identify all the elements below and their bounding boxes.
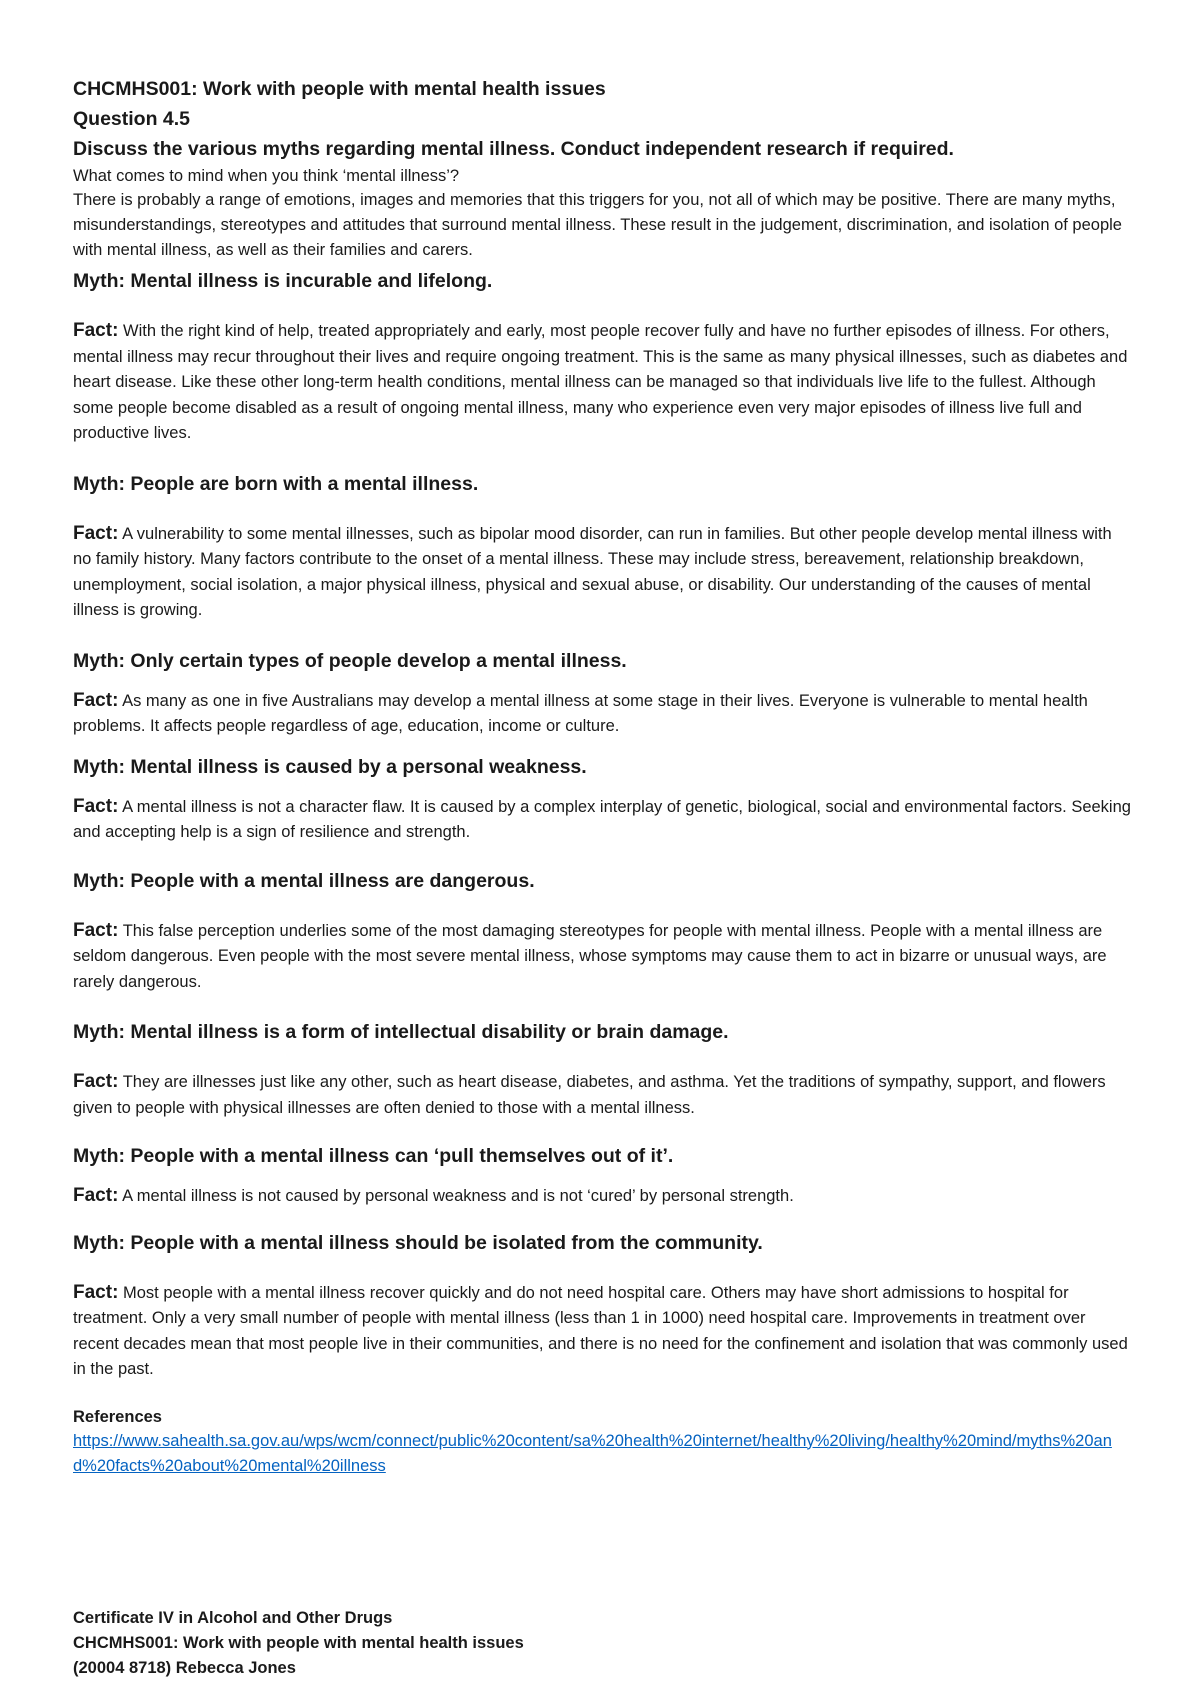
- myth-heading: Myth: People with a mental illness are dangerous.: [73, 869, 535, 892]
- fact-label: Fact:: [73, 689, 119, 711]
- fact-text: Most people with a mental illness recover quickly and do not need hospital care. Others may have short admissions to hospital for treatment. Only a very small number of people with mental illness (less than 1 in 1000) need hospital care. Improvements in treatment over recent decades mean that most people live in their communities, and there is no need for the confinement and isolation that was commonly used in the past.: [73, 1283, 1128, 1378]
- myth-heading: Myth: Mental illness is a form of intellectual disability or brain damage.: [73, 1021, 729, 1043]
- fact-text: With the right kind of help, treated appropriately and early, most people recover fully and have no further episodes of illness. For others, mental illness may recur throughout their lives and require ongoing treatment. This is the same as many physical illnesses, such as diabetes and heart disease. Like these other long-term health conditions, mental illness can be managed so that individuals live life to the fullest. Although some people become disabled as a result of ongoing mental illness, many who experience even very major episodes of illness live full and productive lives.: [73, 322, 1128, 442]
- page-footer: [73, 1606, 1133, 1681]
- fact-paragraph: [73, 521, 1133, 624]
- references-title: References: [73, 1407, 162, 1426]
- fact-paragraph: [73, 318, 1133, 447]
- fact-text: They are illnesses just like any other, such as heart disease, diabetes, and asthma. Yet the traditions of sympathy, support, and flowers given to people with physical illnesses are often denied to those with a mental illness.: [73, 1073, 1106, 1117]
- footer-unit: CHCMHS001: Work with people with mental health issues: [73, 1634, 524, 1652]
- myth-heading: Myth: Only certain types of people develop a mental illness.: [73, 649, 627, 672]
- footer-student: (20004 8718) Rebecca Jones: [73, 1659, 296, 1677]
- intro-question: What comes to mind when you think ‘mental illness’?: [73, 167, 460, 185]
- fact-label: Fact:: [73, 320, 119, 341]
- fact-label: Fact:: [73, 522, 119, 544]
- fact-paragraph: [73, 1183, 1133, 1210]
- myth-heading: Myth: People are born with a mental illness.: [73, 472, 479, 495]
- fact-text: A mental illness is not a character flaw. It is caused by a complex interplay of genetic, biological, social and environmental factors. Seeking and accepting help is a sign of resilience and strength.: [73, 797, 1131, 841]
- footer-course: Certificate IV in Alcohol and Other Drugs: [73, 1609, 393, 1627]
- fact-label: Fact:: [73, 795, 119, 817]
- fact-label: Fact:: [73, 1281, 119, 1303]
- fact-paragraph: [73, 1280, 1133, 1383]
- intro-paragraph: There is probably a range of emotions, images and memories that this triggers for you, not all of which may be positive. There are many myths, misunderstandings, stereotypes and attitudes that surround mental illness. These result in the judgement, discrimination, and isolation of people with mental illness, as well as their families and carers.: [73, 191, 1122, 259]
- fact-paragraph: [73, 918, 1133, 996]
- unit-title: CHCMHS001: Work with people with mental health issues: [73, 78, 606, 100]
- fact-text: A mental illness is not caused by personal weakness and is not ‘cured’ by personal strength.: [122, 1187, 794, 1205]
- question-prompt: Discuss the various myths regarding mental illness. Conduct independent research if required.: [73, 138, 954, 160]
- fact-paragraph: [73, 688, 1133, 740]
- fact-text: As many as one in five Australians may develop a mental illness at some stage in their lives. Everyone is vulnerable to mental health problems. It affects people regardless of age, education, income or culture.: [73, 691, 1088, 735]
- reference-link[interactable]: https://www.sahealth.sa.gov.au/wps/wcm/connect/public%20content/sa%20health%20internet/healthy%20living/healthy%20mind/myths%20and%20facts%20about%20mental%20illness: [73, 1431, 1112, 1475]
- fact-paragraph: [73, 1069, 1133, 1121]
- fact-label: Fact:: [73, 919, 119, 941]
- fact-label: Fact:: [73, 1185, 119, 1206]
- fact-paragraph: [73, 794, 1133, 846]
- fact-label: Fact:: [73, 1071, 119, 1092]
- document-page: [73, 74, 1133, 1479]
- myth-heading: Myth: People with a mental illness should be isolated from the community.: [73, 1231, 763, 1254]
- fact-text: A vulnerability to some mental illnesses, such as bipolar mood disorder, can run in families. But other people develop mental illness with no family history. Many factors contribute to the onset of a mental illness. These may include stress, bereavement, relationship breakdown, unemployment, social isolation, a major physical illness, physical and sexual abuse, or disability. Our understanding of the causes of mental illness is growing.: [73, 524, 1112, 619]
- myth-heading: Myth: People with a mental illness can ‘pull themselves out of it’.: [73, 1145, 674, 1167]
- myth-heading: Myth: Mental illness is caused by a personal weakness.: [73, 755, 587, 778]
- question-number: Question 4.5: [73, 108, 191, 130]
- myth-heading: Myth: Mental illness is incurable and lifelong.: [73, 270, 493, 292]
- fact-text: This false perception underlies some of the most damaging stereotypes for people with mental illness. People with a mental illness are seldom dangerous. Even people with the most severe mental illness, whose symptoms may cause them to act in bizarre or unusual ways, are rarely dangerous.: [73, 921, 1107, 991]
